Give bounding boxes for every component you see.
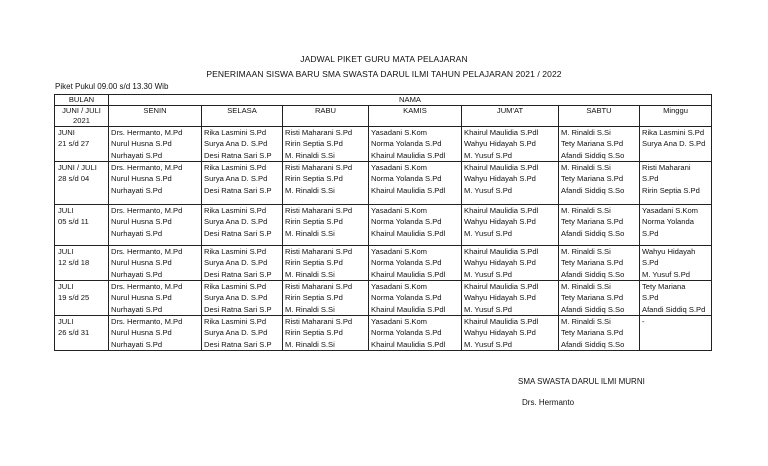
teacher-name: Desi Ratna Sari S.P xyxy=(204,150,272,160)
teacher-name: Ririn Septia S.Pd xyxy=(285,217,343,227)
teacher-name: Ririn Septia S.Pd xyxy=(285,139,343,149)
teacher-name: M. Rinaldi S.Si xyxy=(561,128,611,137)
period-text: JUNI xyxy=(58,128,75,137)
teacher-name: Drs. Hermanto, M.Pd xyxy=(111,163,183,172)
teacher-name: M. Yusuf S.Pd xyxy=(464,339,512,349)
piket-time: Piket Pukul 09.00 s/d 13.30 Wib xyxy=(55,82,169,91)
cell-senin xyxy=(109,162,202,205)
teacher-name: Khairul Maulidia S.Pdl xyxy=(464,282,539,291)
header-period-line: 2021 xyxy=(73,116,90,125)
period-text: 05 s/d 11 xyxy=(58,217,89,227)
teacher-name: Nurhayati S.Pd xyxy=(111,150,163,160)
teacher-name: M. Rinaldi S.Si xyxy=(561,206,611,215)
teacher-name: S.Pd xyxy=(642,293,659,303)
cell-jumat xyxy=(462,205,559,246)
teacher-name: Surya Ana D. S.Pd xyxy=(204,174,268,184)
cell-sabtu xyxy=(559,316,640,351)
teacher-name: Desi Ratna Sari S.P xyxy=(204,269,272,279)
cell-selasa xyxy=(202,316,283,351)
teacher-name: Khairul Maulidia S.Pdl xyxy=(464,128,539,137)
teacher-name: - xyxy=(642,317,645,326)
teacher-name: M. Rinaldi S.Si xyxy=(561,247,611,256)
teacher-name: M. Rinaldi S.Si xyxy=(285,269,335,279)
teacher-name: Nurhayati S.Pd xyxy=(111,185,163,195)
teacher-name: Ririn Septia S.Pd xyxy=(285,328,343,338)
teacher-name: Tety Mariana S.Pd xyxy=(561,293,624,303)
cell-kamis xyxy=(369,205,462,246)
period-text: 12 s/d 18 xyxy=(58,258,90,268)
teacher-name: Norma Yolanda S.Pd xyxy=(371,328,442,338)
teacher-name: Wahyu Hidayah S.Pd xyxy=(464,174,536,184)
teacher-name: Tety Mariana xyxy=(642,282,686,291)
school-name: SMA SWASTA DARUL ILMI MURNI xyxy=(518,377,645,386)
teacher-name: Khairul Maulidia S.Pdl xyxy=(464,206,539,215)
teacher-name: M. Rinaldi S.Si xyxy=(285,339,335,349)
header-day-rabu: RABU xyxy=(283,106,369,127)
teacher-name: Surya Ana D. S.Pd xyxy=(204,258,268,268)
cell-senin xyxy=(109,281,202,316)
teacher-name: Khairul Maulidia S.Pdl xyxy=(464,247,539,256)
teacher-name: M. Rinaldi S.Si xyxy=(285,185,335,195)
teacher-name: M. Yusuf S.Pd xyxy=(464,150,512,160)
schedule-row xyxy=(55,246,712,281)
period-text: 28 s/d 04 xyxy=(58,174,90,184)
teacher-name: Rika Lasmini S.Pd xyxy=(204,282,267,291)
header-day-kamis: KAMIS xyxy=(369,106,462,127)
teacher-name: Khairul Maulidia S.Pdl xyxy=(464,317,539,326)
cell-selasa xyxy=(202,162,283,205)
cell-selasa xyxy=(202,281,283,316)
cell-senin xyxy=(109,127,202,162)
teacher-name: M. Yusuf S.Pd xyxy=(464,304,512,314)
teacher-name: Drs. Hermanto, M.Pd xyxy=(111,282,183,291)
schedule-row xyxy=(55,205,712,246)
teacher-name: Rika Lasmini S.Pd xyxy=(204,163,267,172)
period-text: 21 s/d 27 xyxy=(58,139,90,149)
cell-senin xyxy=(109,205,202,246)
cell-kamis xyxy=(369,127,462,162)
teacher-name: Afandi Siddiq S.So xyxy=(561,304,625,314)
teacher-name: Khairul Maulidia S.Pdl xyxy=(371,269,446,279)
cell-senin xyxy=(109,246,202,281)
teacher-name: Tety Mariana S.Pd xyxy=(561,328,624,338)
teacher-name: M. Yusuf S.Pd xyxy=(464,269,512,279)
cell-bulan xyxy=(55,162,109,205)
cell-rabu xyxy=(283,281,369,316)
header-day-sabtu: SABTU xyxy=(559,106,640,127)
header-day-jumat: JUM'AT xyxy=(462,106,559,127)
teacher-name: Afandi Siddiq S.So xyxy=(561,228,625,238)
cell-minggu xyxy=(640,162,712,205)
cell-sabtu xyxy=(559,246,640,281)
cell-selasa xyxy=(202,205,283,246)
teacher-name: Wahyu Hidayah xyxy=(642,247,696,256)
cell-jumat xyxy=(462,162,559,205)
schedule-row xyxy=(55,127,712,162)
teacher-name: Risti Maharani xyxy=(642,163,691,172)
teacher-name: Yasadani S.Kom xyxy=(371,163,427,172)
teacher-name: M. Rinaldi S.Si xyxy=(561,317,611,326)
teacher-name: Khairul Maulidia S.Pdl xyxy=(371,185,446,195)
teacher-name: Risti Maharani S.Pd xyxy=(285,206,353,215)
cell-bulan xyxy=(55,205,109,246)
teacher-name: M. Yusuf S.Pd xyxy=(642,269,690,279)
teacher-name: M. Rinaldi S.Si xyxy=(285,150,335,160)
teacher-name: Risti Maharani S.Pd xyxy=(285,317,353,326)
teacher-name: Norma Yolanda S.Pd xyxy=(371,174,442,184)
signer-name: Drs. Hermanto xyxy=(522,398,575,407)
teacher-name: Risti Maharani S.Pd xyxy=(285,247,353,256)
teacher-name: Afandi Siddiq S.So xyxy=(561,339,625,349)
cell-rabu xyxy=(283,127,369,162)
cell-minggu xyxy=(640,205,712,246)
teacher-name: M. Rinaldi S.Si xyxy=(285,228,335,238)
teacher-name: Yasadani S.Kom xyxy=(371,247,427,256)
document-title: JADWAL PIKET GURU MATA PELAJARAN xyxy=(300,54,468,64)
cell-jumat xyxy=(462,246,559,281)
teacher-name: Norma Yolanda S.Pd xyxy=(371,139,442,149)
teacher-name: Yasadani S.Kom xyxy=(371,317,427,326)
cell-sabtu xyxy=(559,127,640,162)
cell-bulan xyxy=(55,127,109,162)
teacher-name: Rika Lasmini S.Pd xyxy=(204,206,267,215)
teacher-name: S.Pd xyxy=(642,228,659,238)
teacher-name: Wahyu Hidayah S.Pd xyxy=(464,139,536,149)
teacher-name: Desi Ratna Sari S.P xyxy=(204,185,272,195)
cell-selasa xyxy=(202,127,283,162)
header-nama: NAMA xyxy=(109,95,712,106)
cell-jumat xyxy=(462,281,559,316)
teacher-name: Norma Yolanda xyxy=(642,217,694,227)
teacher-name: Wahyu Hidayah S.Pd xyxy=(464,217,536,227)
schedule-table xyxy=(54,94,712,351)
teacher-name: Wahyu Hidayah S.Pd xyxy=(464,293,536,303)
teacher-name: Drs. Hermanto, M.Pd xyxy=(111,128,183,137)
teacher-name: Desi Ratna Sari S.P xyxy=(204,339,272,349)
teacher-name: Surya Ana D. S.Pd xyxy=(204,293,268,303)
period-text: JULI xyxy=(58,247,74,256)
teacher-name: Nurhayati S.Pd xyxy=(111,304,163,314)
teacher-name: S.Pd xyxy=(642,174,659,184)
teacher-name: Afandi Siddiq S.So xyxy=(561,150,625,160)
teacher-name: Surya Ana D. S.Pd xyxy=(642,139,706,149)
teacher-name: Ririn Septia S.Pd xyxy=(285,258,343,268)
teacher-name: Risti Maharani S.Pd xyxy=(285,282,353,291)
teacher-name: Norma Yolanda S.Pd xyxy=(371,258,442,268)
cell-kamis xyxy=(369,246,462,281)
teacher-name: Nurul Husna S.Pd xyxy=(111,328,172,338)
period-text: JULI xyxy=(58,282,74,291)
teacher-name: Norma Yolanda S.Pd xyxy=(371,293,442,303)
teacher-name: M. Rinaldi S.Si xyxy=(561,163,611,172)
teacher-name: Khairul Maulidia S.Pdl xyxy=(371,228,446,238)
teacher-name: Nurhayati S.Pd xyxy=(111,339,163,349)
cell-kamis xyxy=(369,281,462,316)
teacher-name: Wahyu Hidayah S.Pd xyxy=(464,328,536,338)
period-text: JULI xyxy=(58,317,74,326)
cell-jumat xyxy=(462,316,559,351)
teacher-name: Surya Ana D. S.Pd xyxy=(204,139,268,149)
cell-selasa xyxy=(202,246,283,281)
cell-jumat xyxy=(462,127,559,162)
teacher-name: Nurhayati S.Pd xyxy=(111,228,163,238)
header-bulan: BULAN xyxy=(55,95,109,106)
period-text: JUNI / JULI xyxy=(58,163,97,172)
teacher-name: Risti Maharani S.Pd xyxy=(285,128,353,137)
teacher-name: Khairul Maulidia S.Pdl xyxy=(464,163,539,172)
teacher-name: Nurul Husna S.Pd xyxy=(111,139,172,149)
teacher-name: Afandi Siddiq S.So xyxy=(561,269,625,279)
cell-rabu xyxy=(283,246,369,281)
teacher-name: Ririn Septia S.Pd xyxy=(642,185,700,195)
teacher-name: M. Yusuf S.Pd xyxy=(464,228,512,238)
teacher-name: Yasadani S.Kom xyxy=(371,206,427,215)
schedule-row xyxy=(55,281,712,316)
teacher-name: Nurul Husna S.Pd xyxy=(111,174,172,184)
document-subtitle: PENERIMAAN SISWA BARU SMA SWASTA DARUL ILMI TAHUN PELAJARAN 2021 / 2022 xyxy=(206,69,562,79)
schedule-row xyxy=(55,162,712,205)
teacher-name: Nurul Husna S.Pd xyxy=(111,258,172,268)
teacher-name: Ririn Septia S.Pd xyxy=(285,293,343,303)
teacher-name: Khairul Maulidia S.Pdl xyxy=(371,304,446,314)
teacher-name: Tety Mariana S.Pd xyxy=(561,217,624,227)
teacher-name: Rika Lasmini S.Pd xyxy=(204,128,267,137)
teacher-name: Ririn Septia S.Pd xyxy=(285,174,343,184)
cell-minggu xyxy=(640,127,712,162)
teacher-name: Desi Ratna Sari S.P xyxy=(204,228,272,238)
cell-sabtu xyxy=(559,162,640,205)
cell-rabu xyxy=(283,316,369,351)
teacher-name: Wahyu Hidayah S.Pd xyxy=(464,258,536,268)
teacher-name: Khairul Maulidia S.Pdl xyxy=(371,150,446,160)
teacher-name: Tety Mariana S.Pd xyxy=(561,139,624,149)
teacher-name: Afandi Siddiq S.So xyxy=(561,185,625,195)
header-day-senin: SENIN xyxy=(109,106,202,127)
period-text: 26 s/d 31 xyxy=(58,328,90,338)
cell-senin xyxy=(109,316,202,351)
cell-bulan xyxy=(55,246,109,281)
teacher-name: Yasadani S.Kom xyxy=(371,128,427,137)
teacher-name: Tety Mariana S.Pd xyxy=(561,174,624,184)
teacher-name: Nurhayati S.Pd xyxy=(111,269,163,279)
teacher-name: Drs. Hermanto, M.Pd xyxy=(111,317,183,326)
teacher-name: Drs. Hermanto, M.Pd xyxy=(111,247,183,256)
teacher-name: Tety Mariana S.Pd xyxy=(561,258,624,268)
teacher-name: Nurul Husna S.Pd xyxy=(111,217,172,227)
cell-kamis xyxy=(369,316,462,351)
teacher-name: Desi Ratna Sari S.P xyxy=(204,304,272,314)
teacher-name: M. Rinaldi S.Si xyxy=(285,304,335,314)
cell-minggu xyxy=(640,316,712,351)
teacher-name: Rika Lasmini S.Pd xyxy=(204,317,267,326)
teacher-name: Norma Yolanda S.Pd xyxy=(371,217,442,227)
teacher-name: Drs. Hermanto, M.Pd xyxy=(111,206,183,215)
cell-rabu xyxy=(283,205,369,246)
teacher-name: Rika Lasmini S.Pd xyxy=(642,128,705,137)
teacher-name: Afandi Siddiq S.Pd xyxy=(642,304,706,314)
teacher-name: Yasadani S.Kom xyxy=(371,282,427,291)
cell-sabtu xyxy=(559,205,640,246)
teacher-name: S.Pd xyxy=(642,258,659,268)
teacher-name: M. Rinaldi S.Si xyxy=(561,282,611,291)
cell-bulan xyxy=(55,316,109,351)
header-day-selasa: SELASA xyxy=(202,106,283,127)
period-text: 19 s/d 25 xyxy=(58,293,90,303)
cell-sabtu xyxy=(559,281,640,316)
teacher-name: Surya Ana D. S.Pd xyxy=(204,217,268,227)
teacher-name: Yasadani S.Kom xyxy=(642,206,698,215)
cell-kamis xyxy=(369,162,462,205)
period-text: JULI xyxy=(58,206,74,215)
teacher-name: Risti Maharani S.Pd xyxy=(285,163,353,172)
cell-minggu xyxy=(640,281,712,316)
teacher-name: Surya Ana D. S.Pd xyxy=(204,328,268,338)
cell-bulan xyxy=(55,281,109,316)
header-period xyxy=(55,106,109,127)
teacher-name: M. Yusuf S.Pd xyxy=(464,185,512,195)
header-period-line: JUNI / JULI xyxy=(62,106,101,115)
teacher-name: Rika Lasmini S.Pd xyxy=(204,247,267,256)
schedule-row xyxy=(55,316,712,351)
cell-minggu xyxy=(640,246,712,281)
teacher-name: Khairul Maulidia S.Pdl xyxy=(371,339,446,349)
cell-rabu xyxy=(283,162,369,205)
teacher-name: Nurul Husna S.Pd xyxy=(111,293,172,303)
header-day-minggu: Minggu xyxy=(640,106,712,127)
